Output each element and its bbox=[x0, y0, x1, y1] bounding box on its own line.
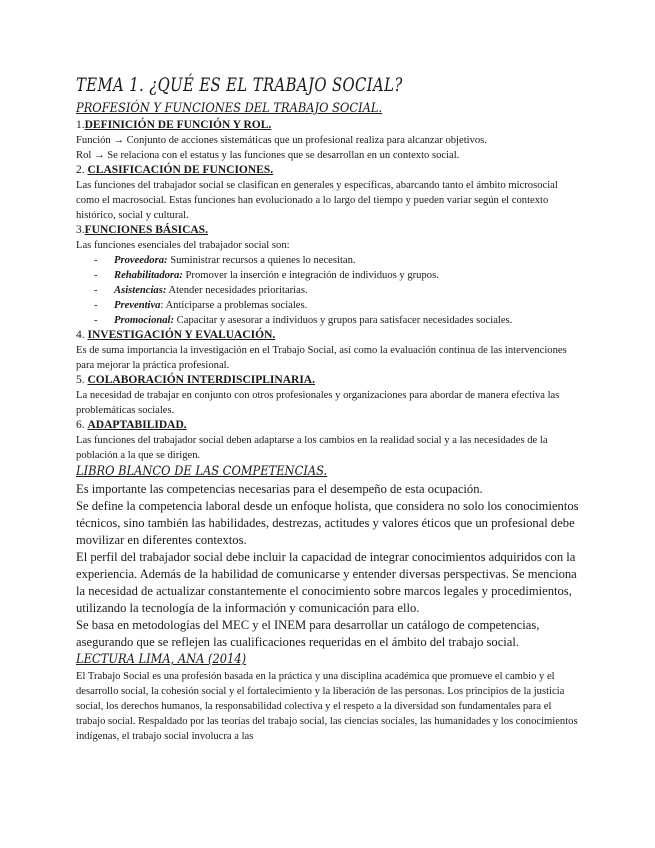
page-title: TEMA 1. ¿QUÉ ES EL TRABAJO SOCIAL? bbox=[76, 74, 403, 96]
paragraph-libro-4: Se basa en metodologías del MEC y el INEM para desarrollar un catálogo de competencias, asegurando que se reflejen las cualificaciones requeridas en el ámbito del trabajo social. bbox=[76, 618, 540, 649]
heading-label: INVESTIGACIÓN Y EVALUACIÓN. bbox=[87, 329, 276, 341]
list-item: - Preventiva: Anticiparse a problemas sociales. bbox=[94, 300, 308, 311]
list-item: - Proveedora: Suministrar recursos a quienes lo necesitan. bbox=[94, 255, 356, 266]
heading-funciones-basicas bbox=[76, 223, 580, 238]
paragraph-libro-2: Se define la competencia laboral desde un enfoque holista, que considera no solo los conocimientos técnicos, sino también las habilidades, destrezas, actitudes y valores éticos que un profesional debe movilizar en diferentes contextos. bbox=[76, 499, 579, 547]
paragraph-rol: Rol → Se relaciona con el estatus y las funciones que se desarrollan en un contexto social. bbox=[76, 150, 460, 161]
heading-number: 6. bbox=[76, 419, 85, 431]
paragraph-funciones-basicas: Las funciones esenciales del trabajador social son: bbox=[76, 240, 290, 251]
functions-list bbox=[76, 253, 580, 328]
paragraph-investigacion: Es de suma importancia la investigación en el Trabajo Social, así como la evaluación continua de las intervenciones para mejorar la práctica profesional. bbox=[76, 345, 567, 371]
list-item: - Rehabilitadora: Promover la inserción e integración de individuos y grupos. bbox=[94, 270, 439, 281]
heading-number: 5. bbox=[76, 374, 85, 386]
list-item: - Asistencias: Atender necesidades prioritarias. bbox=[94, 285, 308, 296]
heading-label: ADAPTABILIDAD. bbox=[87, 419, 187, 431]
document-page bbox=[76, 74, 580, 744]
paragraph-lectura: El Trabajo Social es una profesión basada en la práctica y una disciplina académica que promueve el cambio y el desarrollo social, la cohesión social y el fortalecimiento y la liberación de las personas. Los principios de la justicia social, los derechos humanos, la responsabilidad colectiva y el respeto a la diversidad son fundamentales para el trabajo social. Respaldado por las teorías del trabajo social, las ciencias sociales, las humanidades y los conocimientos indígenas, el trabajo social involucra a las bbox=[76, 671, 578, 742]
section-title-lectura: LECTURA LIMA, ANA (2014) bbox=[76, 652, 247, 667]
paragraph-adaptabilidad: Las funciones del trabajador social deben adaptarse a los cambios en la realidad social y a las necesidades de la población a la que se dirigen. bbox=[76, 435, 548, 461]
paragraph-clasificacion: Las funciones del trabajador social se clasifican en generales y específicas, abarcando tanto el ámbito microsocial como el macrosocial. Estas funciones han evolucionado a lo largo del tiempo y pueden variar según el contexto histórico, social y cultural. bbox=[76, 180, 558, 221]
list-item: - Promocional: Capacitar y asesorar a individuos y grupos para satisfacer necesidades sociales. bbox=[94, 315, 513, 326]
heading-number: 2. bbox=[76, 164, 85, 176]
heading-investigacion bbox=[76, 328, 580, 343]
section-title-libro-blanco: LIBRO BLANCO DE LAS COMPETENCIAS. bbox=[76, 464, 328, 479]
heading-definicion bbox=[76, 118, 580, 133]
paragraph-libro-3: El perfil del trabajador social debe incluir la capacidad de integrar conocimientos adquiridos con la experiencia. Además de la habilidad de comunicarse y entender diversas perspectivas. Se menciona la necesidad de actualizar constantemente el conocimiento sobre marcos legales y procedimientos, utilizando la tecnología de la información y comunicación para ello. bbox=[76, 550, 577, 615]
paragraph-libro-1: Es importante las competencias necesarias para el desempeño de esta ocupación. bbox=[76, 482, 483, 496]
heading-number: 1. bbox=[76, 119, 85, 131]
heading-number: 3. bbox=[76, 224, 85, 236]
heading-number: 4. bbox=[76, 329, 85, 341]
paragraph-colaboracion: La necesidad de trabajar en conjunto con otros profesionales y organizaciones para abordar de manera efectiva las problemáticas sociales. bbox=[76, 390, 560, 416]
heading-label: COLABORACIÓN INTERDISCIPLINARIA. bbox=[87, 374, 315, 386]
heading-label: DEFINICIÓN DE FUNCIÓN Y ROL. bbox=[84, 119, 272, 131]
heading-clasificacion bbox=[76, 163, 580, 178]
paragraph-funcion: Función → Conjunto de acciones sistemáticas que un profesional realiza para alcanzar objetivos. bbox=[76, 135, 487, 146]
section-title-profesion: PROFESIÓN Y FUNCIONES DEL TRABAJO SOCIAL. bbox=[76, 101, 383, 116]
heading-label: CLASIFICACIÓN DE FUNCIONES. bbox=[87, 164, 274, 176]
heading-adaptabilidad bbox=[76, 418, 580, 433]
heading-colaboracion bbox=[76, 373, 580, 388]
heading-label: FUNCIONES BÁSICAS. bbox=[84, 224, 208, 236]
